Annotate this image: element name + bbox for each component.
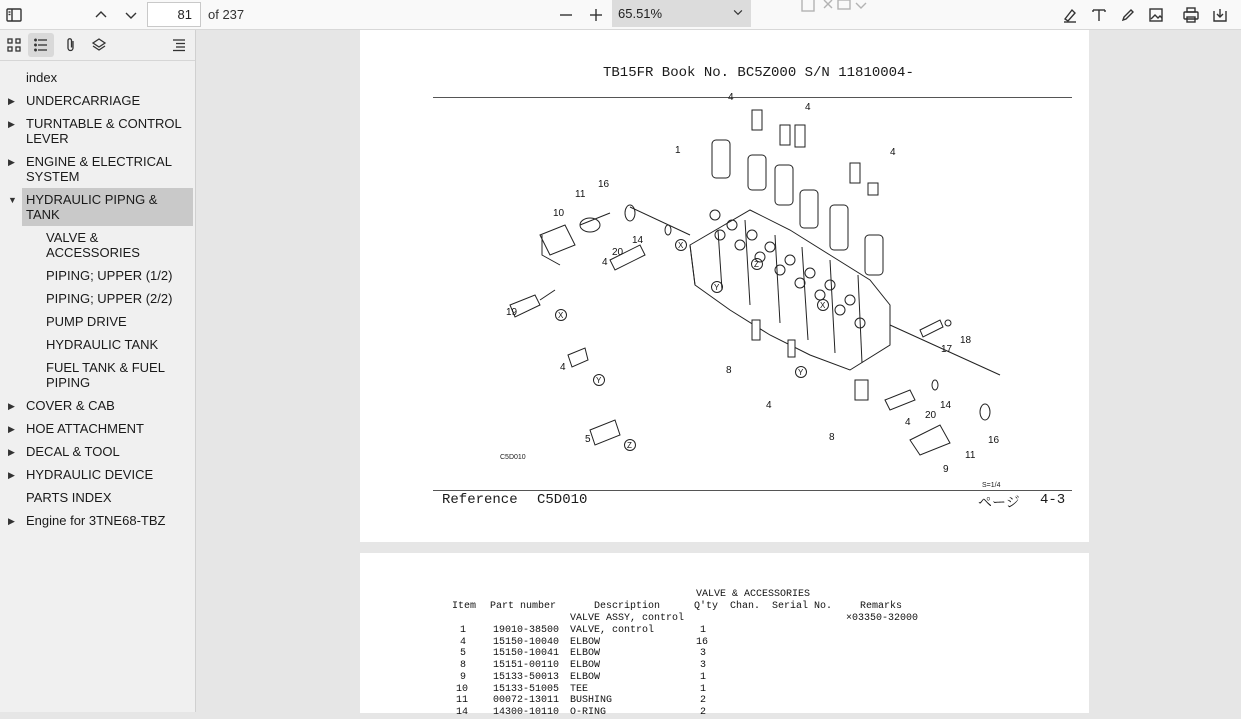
collapsed-triangle-icon[interactable]: ▶ — [8, 516, 15, 526]
outline-item-label: ENGINE & ELECTRICAL SYSTEM — [26, 154, 172, 184]
collapsed-triangle-icon[interactable]: ▶ — [8, 470, 15, 480]
outline-item-label: COVER & CAB — [26, 398, 115, 413]
pdf-page-82 — [360, 553, 1089, 718]
col-header-chan: Chan. — [730, 601, 761, 612]
table-cell-qty: 1 — [700, 671, 707, 683]
col-header-qty: Q'ty — [694, 601, 719, 612]
assy-remark: ×03350-32000 — [846, 613, 919, 624]
callout-number: 4 — [890, 147, 896, 158]
outline-item[interactable] — [0, 226, 196, 264]
port-letter: X — [820, 301, 826, 310]
outline-item-label: HYDRAULIC DEVICE — [26, 467, 154, 482]
table-cell-item: 14 — [456, 706, 469, 718]
outline-item[interactable] — [0, 150, 196, 188]
sidebar-tabs — [0, 30, 195, 61]
sidebar — [0, 30, 196, 712]
callout-number: 8 — [829, 432, 835, 443]
outline-item[interactable] — [0, 356, 196, 394]
next-page-icon[interactable] — [119, 3, 143, 27]
table-cell-desc: ELBOW — [570, 648, 601, 660]
layers-icon[interactable] — [86, 33, 112, 57]
callout-number: 16 — [598, 179, 610, 190]
outline-item-label: DECAL & TOOL — [26, 444, 120, 459]
outline-item-label: VALVE & ACCESSORIES — [46, 230, 140, 260]
zoom-select[interactable] — [612, 0, 751, 27]
table-cell-item: 5 — [460, 648, 467, 660]
image-icon[interactable] — [1144, 3, 1168, 27]
callout-number: 4 — [805, 102, 811, 113]
assy-line: VALVE ASSY, control — [570, 613, 685, 624]
sidebar-toggle-icon[interactable] — [2, 3, 26, 27]
outline-item[interactable] — [0, 440, 196, 463]
table-cell-item: 1 — [460, 625, 467, 636]
reference-label: Reference — [442, 492, 518, 508]
outline-item-label: PARTS INDEX — [26, 490, 112, 505]
outline-item[interactable] — [0, 394, 196, 417]
outline-item-label: HYDRAULIC TANK — [46, 337, 159, 352]
table-cell-desc: ELBOW — [570, 671, 601, 683]
callout-number: 9 — [943, 464, 949, 475]
callout-number: 4 — [728, 92, 734, 103]
port-letter: X — [558, 311, 564, 320]
callout-number: 4 — [766, 400, 772, 411]
zoom-in-icon[interactable] — [584, 3, 608, 27]
table-cell-part: 00072-13011 — [493, 695, 560, 707]
port-letter: Z — [627, 441, 632, 450]
port-letter: X — [678, 241, 684, 250]
collapsed-triangle-icon[interactable]: ▶ — [8, 119, 15, 129]
table-cell-desc: ELBOW — [570, 636, 601, 648]
table-cell-item: 9 — [460, 671, 467, 683]
drawing-code: C5D010 — [500, 454, 526, 461]
table-cell-item: 10 — [456, 683, 469, 695]
zoom-value: 65.51% — [618, 6, 663, 21]
callout-number: 4 — [905, 417, 911, 428]
outline-item-label: FUEL TANK & FUEL PIPING — [46, 360, 165, 390]
section-title: VALVE & ACCESSORIES — [696, 589, 811, 600]
zoom-out-icon[interactable] — [554, 3, 578, 27]
table-cell-part: 15151-00110 — [493, 660, 560, 672]
callout-number: 1 — [675, 145, 681, 156]
outline-item-label: PIPING; UPPER (2/2) — [46, 291, 173, 306]
toolbar — [0, 0, 1241, 30]
outline-item[interactable] — [0, 486, 196, 509]
callout-number: 10 — [553, 208, 565, 219]
table-cell-desc: VALVE, control — [570, 625, 655, 636]
callout-number: 11 — [965, 450, 976, 461]
collapsed-triangle-icon[interactable]: ▶ — [8, 447, 15, 457]
outline-item-label: Engine for 3TNE68-TBZ — [26, 513, 166, 528]
outline-item-label: UNDERCARRIAGE — [26, 93, 141, 108]
text-tool-icon[interactable] — [1087, 3, 1111, 27]
collapsed-triangle-icon[interactable]: ▶ — [8, 157, 15, 167]
table-cell-desc: BUSHING — [570, 695, 613, 707]
collapsed-triangle-icon[interactable]: ▶ — [8, 424, 15, 434]
outline-item[interactable] — [0, 112, 196, 150]
table-cell-desc: TEE — [570, 683, 589, 695]
callout-number: 4 — [560, 362, 566, 373]
outline-item[interactable] — [0, 264, 196, 287]
pdf-page-81 — [360, 30, 1089, 542]
outline-item-label: TURNTABLE & CONTROL LEVER — [26, 116, 182, 146]
collapsed-triangle-icon[interactable]: ▶ — [8, 401, 15, 411]
outline-item-label: index — [26, 70, 58, 85]
callout-number: 11 — [575, 189, 586, 200]
callout-number: 5 — [585, 434, 591, 445]
table-cell-item: 8 — [460, 660, 467, 672]
page-number: 4-3 — [1040, 492, 1066, 508]
port-letter: Z — [754, 260, 759, 269]
callout-number: 20 — [612, 247, 624, 258]
outline-item[interactable] — [0, 509, 196, 532]
callout-number: 8 — [726, 365, 732, 376]
previous-page-icon[interactable] — [89, 3, 113, 27]
page-label: ページ — [978, 496, 1020, 512]
col-header-item: Item — [452, 601, 477, 612]
page-title: TB15FR Book No. BC5Z000 S/N 11810004- — [603, 65, 914, 81]
table-cell-part: 15133-51005 — [493, 683, 560, 695]
outline-item[interactable] — [0, 89, 196, 112]
col-header-desc: Description — [594, 601, 661, 612]
callout-number: 4 — [602, 257, 608, 268]
thumbnails-icon[interactable] — [1, 33, 27, 57]
table-cell-desc: ELBOW — [570, 660, 601, 672]
table-cell-part: 15133-50013 — [493, 671, 560, 683]
outline-item[interactable] — [0, 417, 196, 440]
table-cell-qty: 2 — [700, 695, 707, 707]
outline-item-label: PUMP DRIVE — [46, 314, 127, 329]
outline-item[interactable] — [0, 66, 196, 89]
expanded-triangle-icon[interactable]: ▼ — [8, 195, 17, 205]
outline-item[interactable] — [0, 463, 196, 486]
print-icon[interactable] — [1179, 3, 1203, 27]
outline-icon[interactable] — [28, 33, 54, 57]
table-cell-qty: 1 — [700, 683, 707, 695]
callout-number: 17 — [941, 344, 953, 355]
footer-rule — [433, 490, 1072, 491]
callout-number: 19 — [506, 307, 518, 318]
outline-item[interactable] — [0, 287, 196, 310]
table-cell-qty: 1 — [700, 625, 707, 636]
save-icon[interactable] — [1208, 3, 1232, 27]
outline-item[interactable] — [0, 310, 196, 333]
control-valve-body — [630, 140, 1000, 375]
col-header-part: Part number — [490, 601, 557, 612]
outline-options-icon[interactable] — [166, 33, 192, 57]
outline-tree — [0, 66, 196, 532]
ink-tools-icon[interactable] — [800, 0, 872, 18]
draw-icon[interactable] — [1116, 3, 1140, 27]
chevron-down-icon — [731, 5, 745, 22]
attachment-icon[interactable] — [58, 33, 84, 57]
port-letter: Y — [714, 283, 720, 292]
callout-number: 14 — [940, 400, 952, 411]
callout-number: 20 — [925, 410, 937, 421]
collapsed-triangle-icon[interactable]: ▶ — [8, 96, 15, 106]
table-cell-part: 15150-10040 — [493, 636, 560, 648]
table-cell-qty: 3 — [700, 648, 707, 660]
table-cell-item: 11 — [456, 695, 469, 707]
table-cell-desc: O-RING — [570, 706, 607, 718]
table-cell-qty: 3 — [700, 660, 707, 672]
highlight-icon[interactable] — [1058, 3, 1082, 27]
outline-item-label: HOE ATTACHMENT — [26, 421, 144, 436]
table-cell-part: 19010-38500 — [493, 625, 560, 636]
table-cell-qty: 16 — [696, 636, 709, 648]
table-cell-qty: 2 — [700, 706, 707, 718]
callout-number: 18 — [960, 335, 972, 346]
port-letter: Y — [596, 376, 602, 385]
reference-code: C5D010 — [537, 492, 588, 508]
scale-label: S=1/4 — [982, 482, 1001, 489]
col-header-serial: Serial No. — [772, 601, 833, 612]
col-header-remarks: Remarks — [860, 601, 903, 612]
port-letter: Y — [798, 368, 804, 377]
callout-number: 16 — [988, 435, 1000, 446]
callout-number: 14 — [632, 235, 644, 246]
outline-item-label: HYDRAULIC PIPNG & TANK — [26, 192, 158, 222]
outline-item[interactable] — [8, 188, 193, 226]
outline-item[interactable] — [0, 333, 196, 356]
outline-item-label: PIPING; UPPER (1/2) — [46, 268, 173, 283]
table-cell-item: 4 — [460, 636, 467, 648]
page-number-input[interactable] — [147, 2, 201, 27]
page-count-label: of 237 — [208, 7, 245, 22]
table-cell-part: 15150-10041 — [493, 648, 560, 660]
table-cell-part: 14300-10110 — [493, 706, 560, 718]
